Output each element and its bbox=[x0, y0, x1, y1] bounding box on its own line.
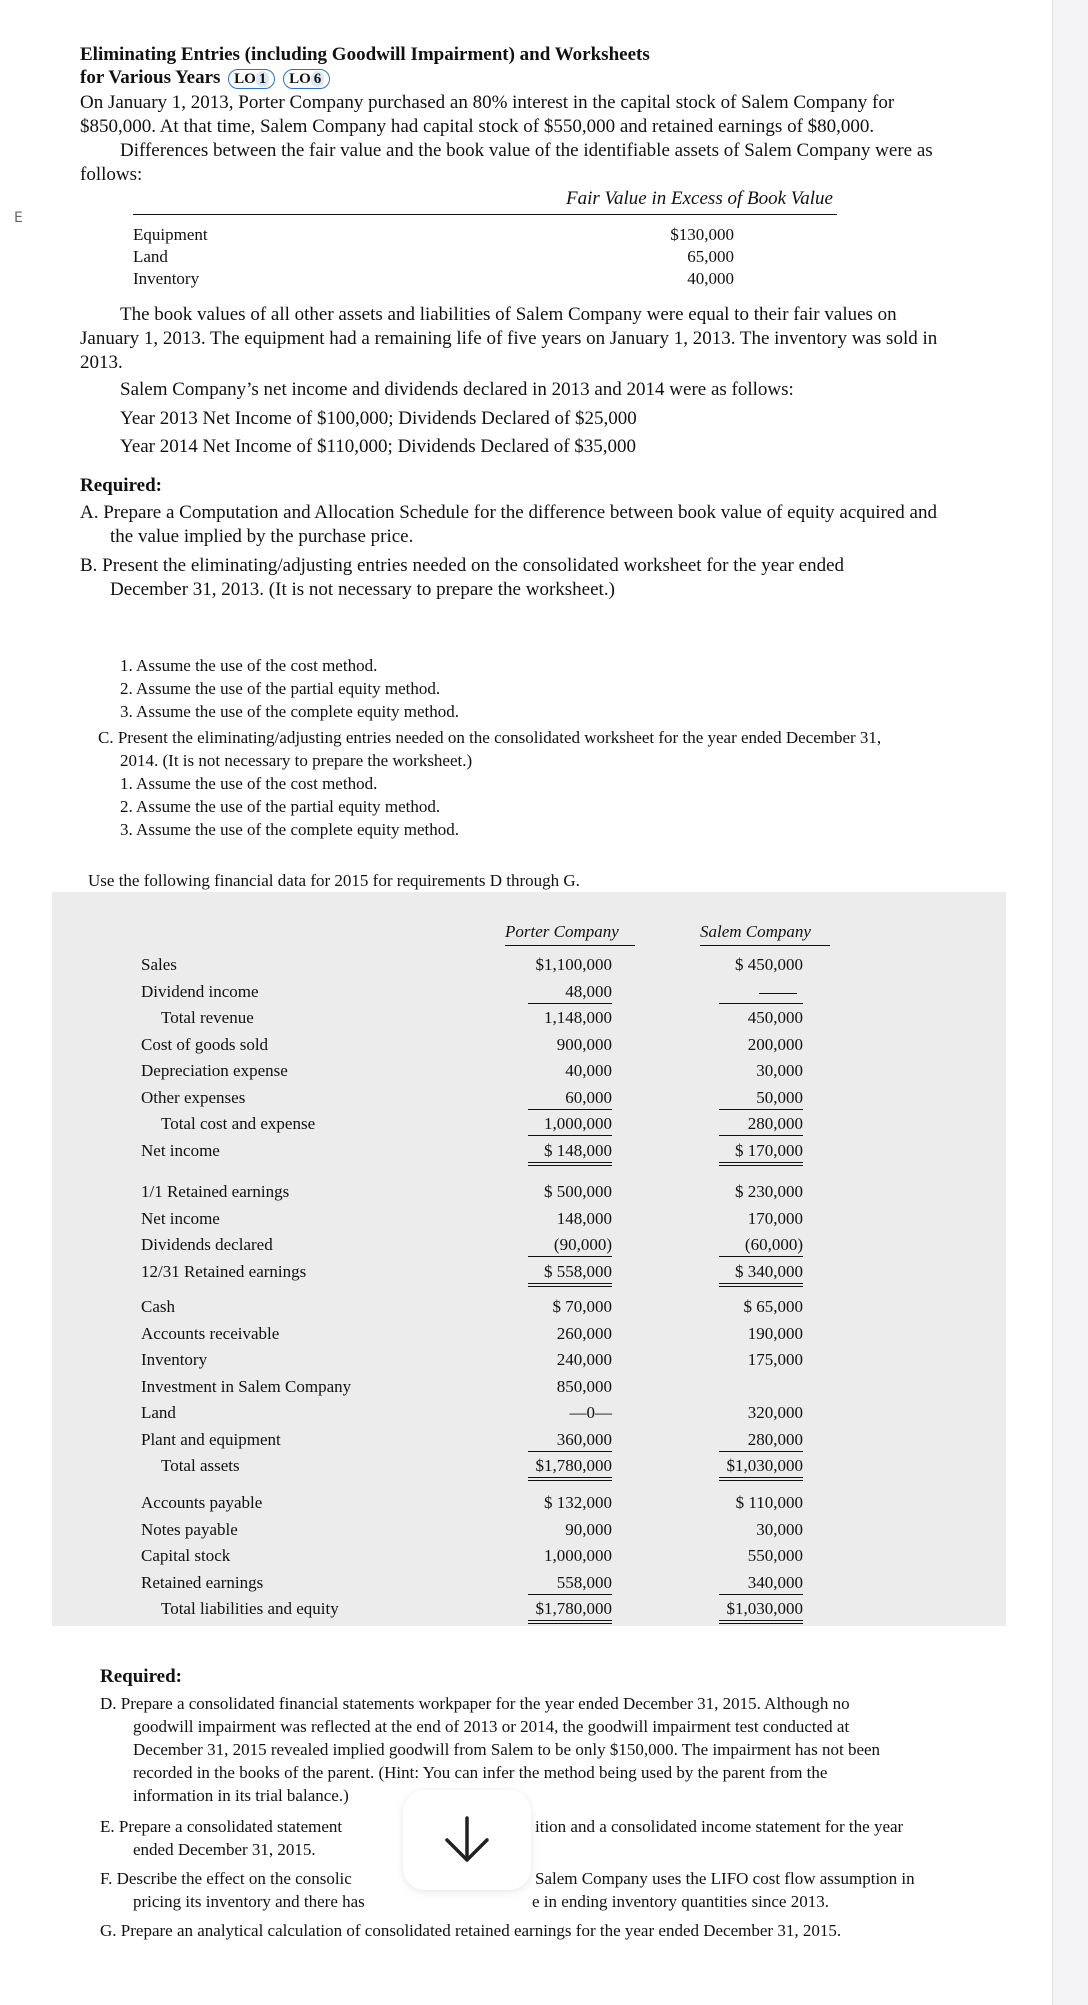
fin-row-label: Dividend income bbox=[141, 981, 259, 1001]
salem-value: (60,000) bbox=[744, 1235, 803, 1254]
salem-value: 320,000 bbox=[747, 1403, 803, 1422]
salem-value: $ 450,000 bbox=[735, 955, 803, 974]
salem-value: $ 340,000 bbox=[735, 1261, 803, 1281]
fin-row-label: 12/31 Retained earnings bbox=[141, 1261, 307, 1281]
porter-value: $ 148,000 bbox=[544, 1140, 612, 1160]
porter-value: 90,000 bbox=[565, 1519, 612, 1539]
salem-subtotal-rule bbox=[719, 1003, 803, 1004]
fv-row-label: Inventory bbox=[133, 269, 200, 288]
porter-total-rule bbox=[528, 1162, 612, 1166]
porter-subtotal-rule bbox=[528, 1451, 612, 1452]
fin-row-label: Net income bbox=[141, 1140, 220, 1160]
fin-row-label: Land bbox=[141, 1403, 176, 1422]
fin-row-label: Investment in Salem Company bbox=[141, 1376, 352, 1396]
fin-row-label: Net income bbox=[141, 1208, 220, 1228]
fin-row-label: 1/1 Retained earnings bbox=[141, 1182, 290, 1201]
para4: Salem Company’s net income and dividends declared in 2013 and 2014 were as follows: bbox=[120, 379, 794, 400]
req-b-item: 1. Assume the use of the cost method. bbox=[120, 656, 378, 675]
salem-value: 190,000 bbox=[747, 1323, 803, 1343]
fv-table-rule bbox=[133, 214, 837, 215]
fin-row-label: Other expenses bbox=[141, 1087, 246, 1107]
salem-value: 175,000 bbox=[747, 1350, 803, 1369]
req-d-line1: D. Prepare a consolidated financial statements workpaper for the year ended December 31, 2015. Although no bbox=[100, 1694, 850, 1713]
fin-row-label: Total revenue bbox=[161, 1008, 254, 1027]
year-2014-data: Year 2014 Net Income of $110,000; Dividends Declared of $35,000 bbox=[120, 436, 637, 457]
fin-row-label: Inventory bbox=[141, 1350, 208, 1369]
req-b-line1: B. Present the eliminating/adjusting entries needed on the consolidated worksheet for the year ended bbox=[80, 555, 844, 576]
salem-value: $1,030,000 bbox=[726, 1456, 803, 1475]
salem-value: 30,000 bbox=[756, 1519, 803, 1539]
scroll-down-button[interactable] bbox=[403, 1790, 531, 1890]
porter-value: 1,000,000 bbox=[544, 1114, 612, 1133]
porter-value: 900,000 bbox=[556, 1034, 612, 1054]
fin-row-label: Capital stock bbox=[141, 1546, 231, 1565]
req-d-line2: goodwill impairment was reflected at the end of 2013 or 2014, the goodwill impairment test conducted at bbox=[133, 1717, 850, 1736]
porter-value: 260,000 bbox=[556, 1323, 612, 1343]
lo-badge-1-number: 1 bbox=[256, 71, 270, 87]
porter-value: 1,000,000 bbox=[544, 1546, 612, 1565]
req-d-line3: December 31, 2015 revealed implied goodwill from Salem to be only $150,000. The impairment has not been bbox=[133, 1740, 881, 1759]
para3-line1: The book values of all other assets and liabilities of Salem Company were equal to their fair values on bbox=[120, 304, 897, 325]
porter-subtotal-rule bbox=[528, 1003, 612, 1004]
fv-row-value: 65,000 bbox=[687, 247, 734, 266]
arrow-down-icon bbox=[403, 1790, 531, 1890]
porter-column-header: Porter Company bbox=[505, 922, 619, 941]
salem-value: 50,000 bbox=[756, 1087, 803, 1107]
porter-value: 148,000 bbox=[556, 1208, 612, 1228]
req-c-line1: C. Present the eliminating/adjusting entries needed on the consolidated worksheet for the year ended December 31, bbox=[98, 728, 882, 747]
salem-subtotal-rule bbox=[719, 1594, 803, 1595]
req-g: G. Prepare an analytical calculation of consolidated retained earnings for the year ended December 31, 2015. bbox=[100, 1921, 842, 1940]
salem-value: 450,000 bbox=[747, 1008, 803, 1027]
fin-row-label: Total liabilities and equity bbox=[161, 1599, 339, 1618]
req-c-item: 2. Assume the use of the partial equity method. bbox=[120, 797, 441, 816]
porter-value: 48,000 bbox=[565, 981, 612, 1001]
para3-line2: January 1, 2013. The equipment had a remaining life of five years on January 1, 2013. The inventory was sold in bbox=[80, 328, 938, 349]
porter-subtotal-rule bbox=[528, 1256, 612, 1257]
problem-title-line2-text: for Various Years bbox=[80, 67, 221, 88]
req-b-line2: December 31, 2013. (It is not necessary to prepare the worksheet.) bbox=[110, 579, 615, 600]
salem-column-header: Salem Company bbox=[700, 922, 811, 941]
porter-total-rule bbox=[528, 1477, 612, 1481]
fin-row-label: Total assets bbox=[161, 1456, 240, 1475]
req-e-line1-left: E. Prepare a consolidated statement bbox=[100, 1817, 343, 1836]
porter-header-rule bbox=[505, 945, 635, 946]
lo-badge-6-prefix: LO bbox=[289, 71, 311, 87]
intro-p1-line2: $850,000. At that time, Salem Company had capital stock of $550,000 and retained earnings of $80,000. bbox=[80, 116, 875, 137]
porter-value: 850,000 bbox=[556, 1376, 612, 1396]
salem-total-rule bbox=[719, 1162, 803, 1166]
salem-value: $ 65,000 bbox=[743, 1297, 803, 1316]
req-b-item: 3. Assume the use of the complete equity method. bbox=[120, 702, 459, 721]
fin-row-label: Total cost and expense bbox=[161, 1114, 316, 1133]
fin-row-label: Notes payable bbox=[141, 1519, 238, 1539]
fin-row-label: Cash bbox=[141, 1297, 175, 1316]
req-b-item: 2. Assume the use of the partial equity method. bbox=[120, 679, 441, 698]
intro-p2-line1: Differences between the fair value and the book value of the identifiable assets of Salem Company were as bbox=[120, 140, 933, 161]
req-f-line2-left: pricing its inventory and there has bbox=[133, 1892, 365, 1911]
porter-value: 60,000 bbox=[565, 1087, 612, 1107]
salem-header-rule bbox=[700, 945, 830, 946]
para3-line3: 2013. bbox=[80, 352, 123, 373]
margin-mark: E bbox=[14, 210, 23, 226]
porter-value: 240,000 bbox=[556, 1350, 612, 1369]
salem-value: 280,000 bbox=[747, 1114, 803, 1133]
req-c-line2: 2014. (It is not necessary to prepare the worksheet.) bbox=[120, 751, 473, 770]
fin-row-label: Sales bbox=[141, 955, 177, 974]
salem-total-rule bbox=[719, 1283, 803, 1287]
salem-value: 30,000 bbox=[756, 1061, 803, 1080]
salem-value: $1,030,000 bbox=[726, 1599, 803, 1618]
salem-value: $ 110,000 bbox=[735, 1493, 803, 1512]
req-e-line1-right: ition and a consolidated income statement for the year bbox=[535, 1817, 904, 1836]
fin-row-label: Accounts payable bbox=[141, 1493, 263, 1512]
porter-value: (90,000) bbox=[553, 1235, 612, 1254]
req-f-line1-right: Salem Company uses the LIFO cost flow assumption in bbox=[535, 1869, 915, 1888]
req-a-line1-text: A. Prepare a Computation and Allocation Schedule for the difference between book value of equity acquired and bbox=[80, 502, 937, 523]
porter-value: $ 500,000 bbox=[544, 1182, 612, 1201]
fv-row-label: Land bbox=[133, 247, 168, 266]
porter-subtotal-rule bbox=[528, 1594, 612, 1595]
year-2013-data: Year 2013 Net Income of $100,000; Dividends Declared of $25,000 bbox=[120, 408, 637, 429]
salem-subtotal-rule bbox=[719, 1109, 803, 1110]
salem-dash bbox=[759, 993, 797, 994]
fin-row-label: Accounts receivable bbox=[141, 1323, 280, 1343]
fin-row-label: Cost of goods sold bbox=[141, 1034, 269, 1054]
lo-badge-6[interactable] bbox=[283, 69, 330, 89]
req-f-line2-right: e in ending inventory quantities since 2013. bbox=[532, 1892, 829, 1911]
porter-value: 40,000 bbox=[565, 1061, 612, 1080]
porter-value: 360,000 bbox=[556, 1429, 612, 1449]
salem-total-rule bbox=[719, 1620, 803, 1624]
porter-total-rule bbox=[528, 1283, 612, 1287]
porter-value: 558,000 bbox=[556, 1572, 612, 1592]
problem-title-line2 bbox=[80, 66, 330, 89]
fin-row-label: Plant and equipment bbox=[141, 1429, 281, 1449]
req-d-line5: information in its trial balance.) bbox=[133, 1786, 349, 1805]
required2-heading: Required: bbox=[100, 1666, 182, 1687]
req-f-line1-left: F. Describe the effect on the consolic bbox=[100, 1869, 352, 1888]
salem-value: 340,000 bbox=[747, 1572, 803, 1592]
req-a-line1 bbox=[80, 501, 937, 524]
lo-badge-6-number: 6 bbox=[311, 71, 325, 87]
porter-subtotal-rule bbox=[528, 1109, 612, 1110]
salem-value: 200,000 bbox=[747, 1034, 803, 1054]
fv-table-header: Fair Value in Excess of Book Value bbox=[566, 188, 833, 209]
req-c-item: 1. Assume the use of the cost method. bbox=[120, 774, 378, 793]
porter-value: $ 132,000 bbox=[544, 1493, 612, 1512]
salem-value: 170,000 bbox=[747, 1208, 803, 1228]
lo-badge-1-prefix: LO bbox=[234, 71, 256, 87]
fin-row-label: Retained earnings bbox=[141, 1572, 264, 1592]
salem-subtotal-rule bbox=[719, 1135, 803, 1136]
fv-row-value: $130,000 bbox=[670, 225, 734, 244]
salem-subtotal-rule bbox=[719, 1451, 803, 1452]
fv-row-label: Equipment bbox=[133, 225, 208, 244]
use-following-data: Use the following financial data for 2015 for requirements D through G. bbox=[88, 871, 580, 890]
porter-value: $ 70,000 bbox=[552, 1297, 612, 1316]
fin-row-label: Depreciation expense bbox=[141, 1061, 288, 1080]
porter-value: $1,780,000 bbox=[535, 1456, 612, 1475]
fv-row-value: 40,000 bbox=[687, 269, 734, 288]
salem-value: $ 170,000 bbox=[735, 1140, 803, 1160]
salem-total-rule bbox=[719, 1477, 803, 1481]
problem-title-line1: Eliminating Entries (including Goodwill Impairment) and Worksheets bbox=[80, 44, 650, 65]
lo-badge-1[interactable] bbox=[228, 69, 275, 89]
fin-row-label: Dividends declared bbox=[141, 1235, 273, 1254]
intro-p2-line2: follows: bbox=[80, 164, 143, 185]
porter-subtotal-rule bbox=[528, 1135, 612, 1136]
salem-subtotal-rule bbox=[719, 1256, 803, 1257]
intro-p1-line1: On January 1, 2013, Porter Company purchased an 80% interest in the capital stock of Salem Company for bbox=[80, 92, 895, 113]
salem-value: 550,000 bbox=[747, 1546, 803, 1565]
required-heading: Required: bbox=[80, 475, 162, 496]
salem-value: $ 230,000 bbox=[735, 1182, 803, 1201]
req-c-item: 3. Assume the use of the complete equity method. bbox=[120, 820, 459, 839]
porter-total-rule bbox=[528, 1620, 612, 1624]
req-e-line2: ended December 31, 2015. bbox=[133, 1840, 316, 1859]
req-d-line4: recorded in the books of the parent. (Hint: You can infer the method being used by the parent from the bbox=[133, 1763, 828, 1782]
porter-value: 1,148,000 bbox=[544, 1008, 612, 1027]
porter-value: $1,100,000 bbox=[535, 955, 612, 974]
req-a-line2: the value implied by the purchase price. bbox=[110, 526, 414, 547]
porter-value: —0— bbox=[569, 1403, 612, 1422]
porter-value: $1,780,000 bbox=[535, 1599, 612, 1618]
porter-value: $ 558,000 bbox=[544, 1261, 612, 1281]
salem-value: 280,000 bbox=[747, 1429, 803, 1449]
